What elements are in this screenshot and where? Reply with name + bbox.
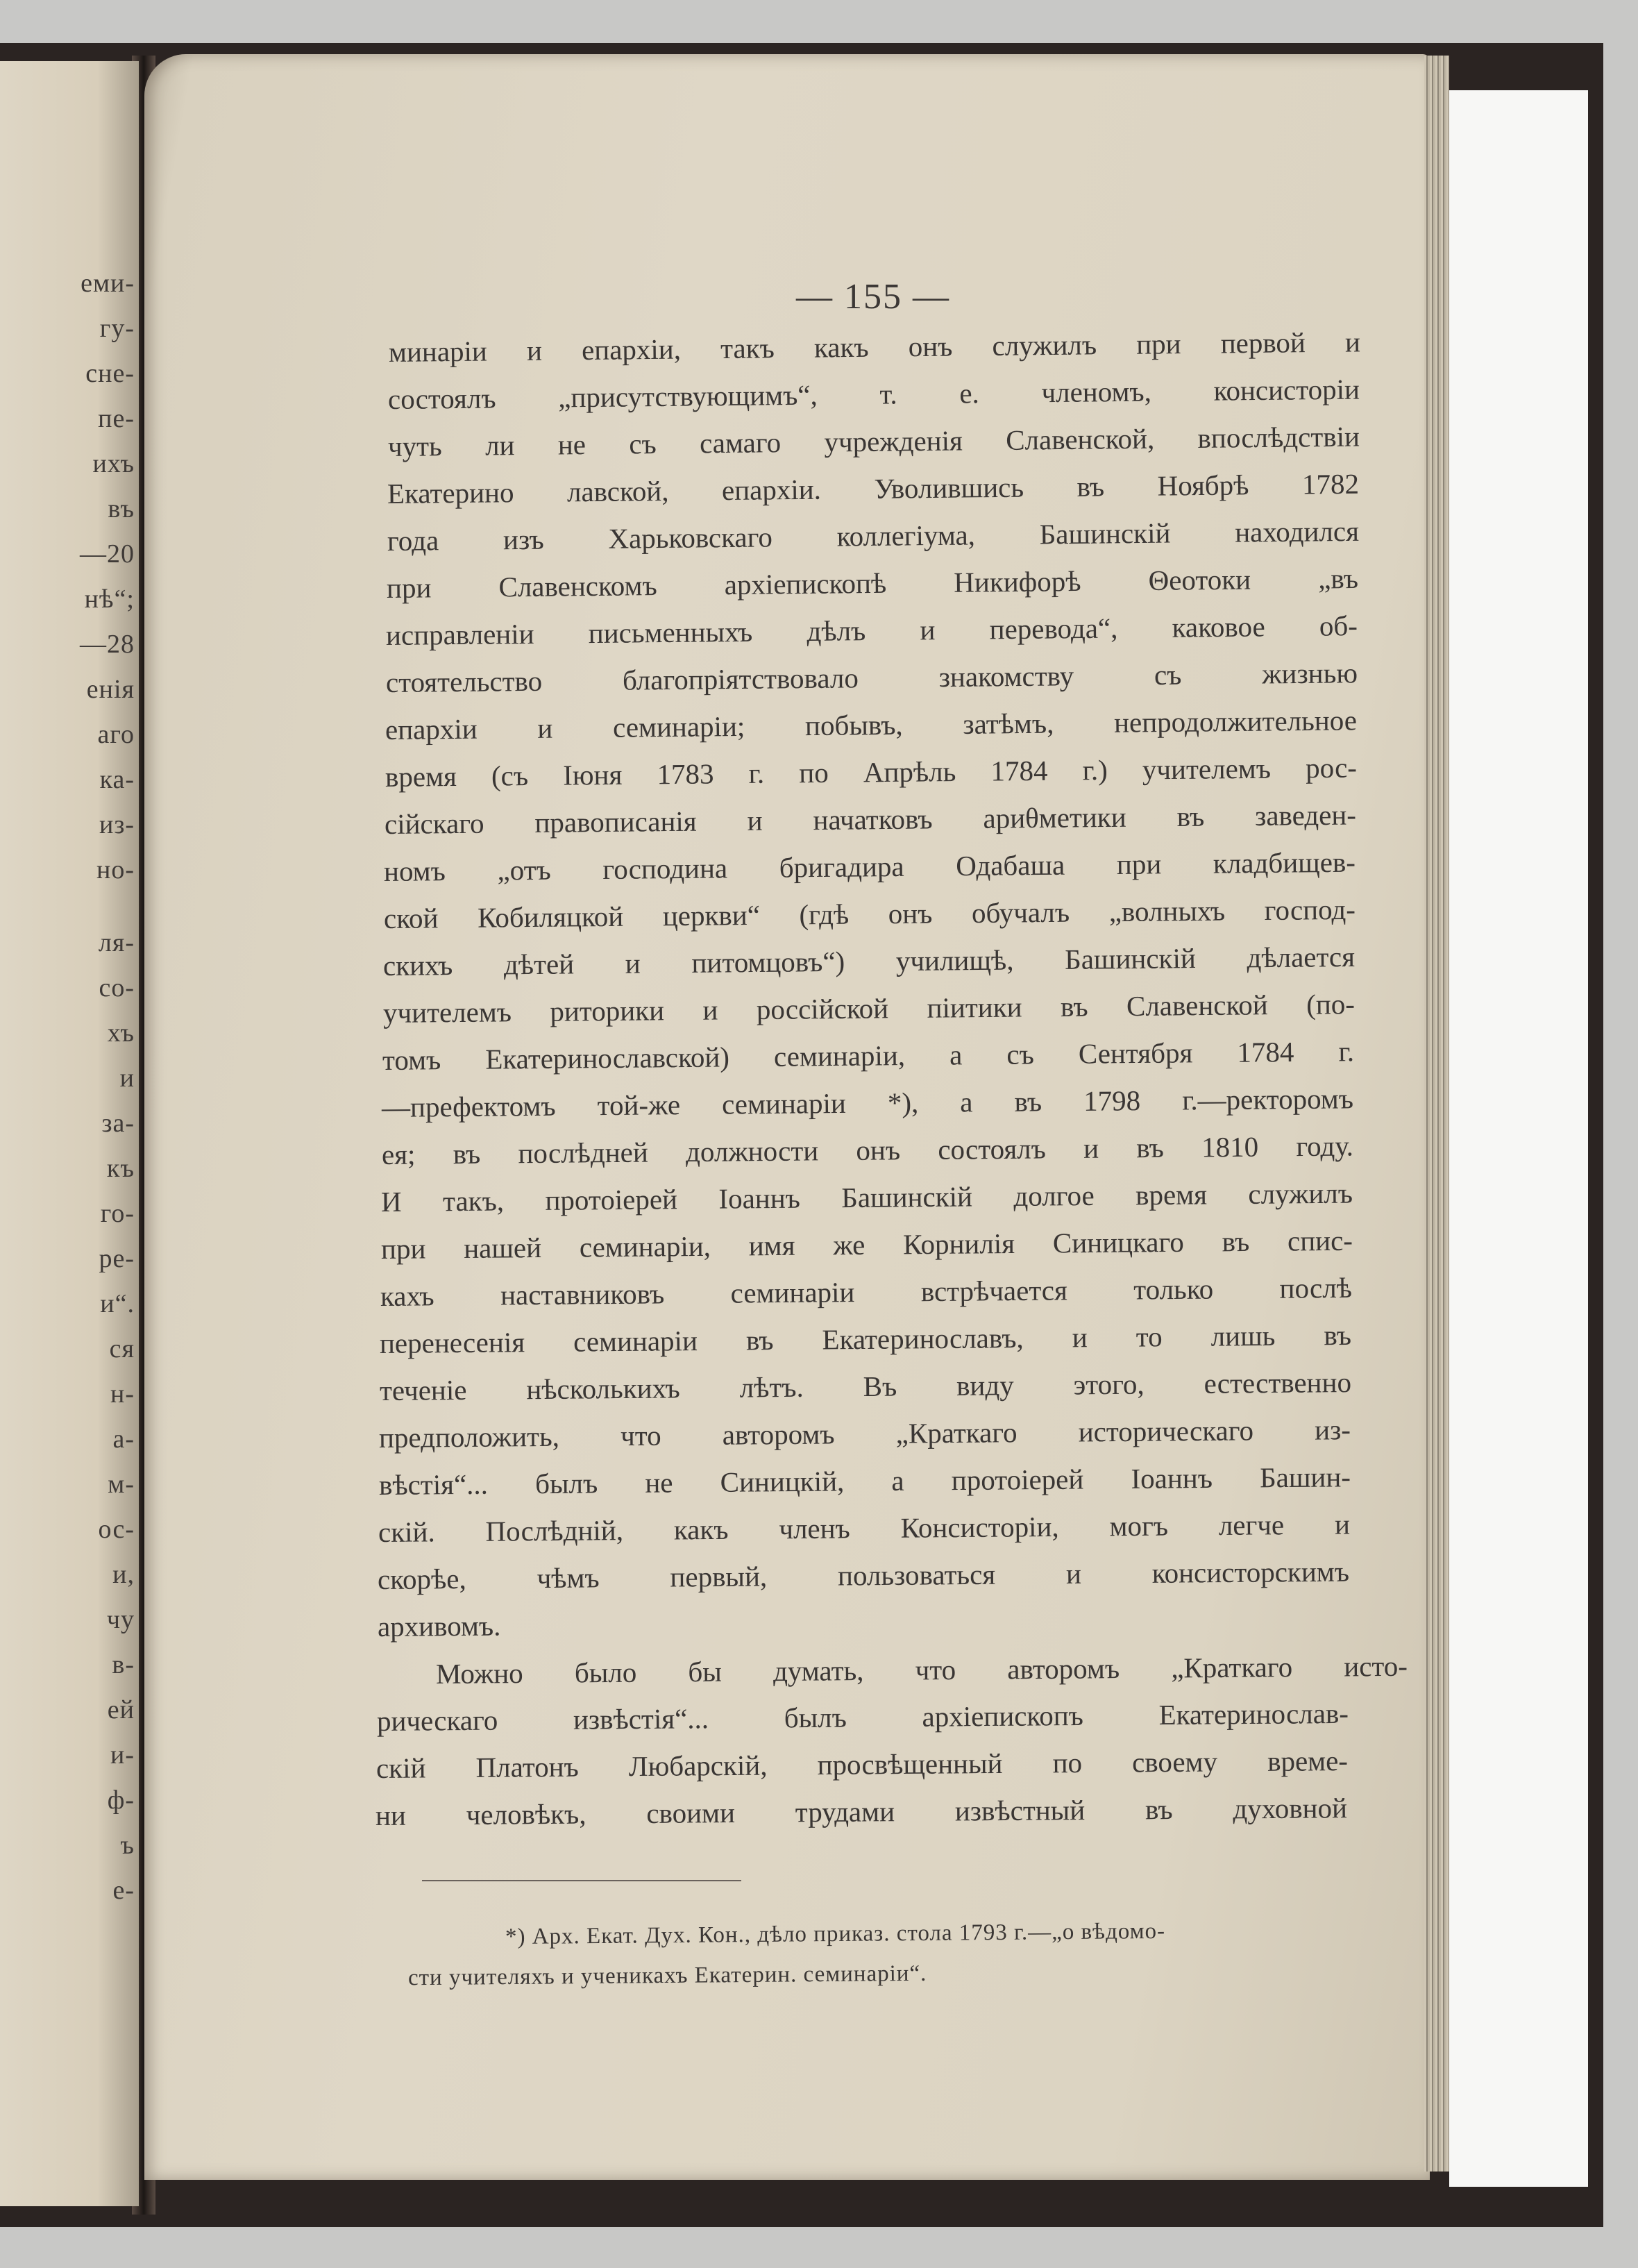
left-page-fragment: но- [96, 855, 135, 884]
left-page-fragment: гу- [99, 314, 135, 343]
left-page-fragment: ихъ [92, 449, 135, 478]
left-page-fragment: еми- [81, 269, 135, 298]
left-page-fragment: а- [112, 1425, 135, 1454]
left-page-fragment: из- [99, 810, 135, 839]
body-text-line: время (съ Іюня 1783 г. по Апрѣль 1784 г.) учителемъ рос- [385, 751, 1358, 793]
body-text-line: Екатерино лавской, епархіи. Уволившись въ Ноябрѣ 1782 [387, 467, 1360, 510]
body-text-line: года изъ Харьковскаго коллегіума, Башинскій находился [387, 514, 1360, 557]
body-text-line: рическаго извѣстія“... былъ архіепископъ Екатеринослав- [376, 1697, 1349, 1737]
body-text-line: стоятельство благопріятствовало знакомству съ жизнью [385, 657, 1358, 698]
page-edges [1424, 56, 1449, 2172]
body-text-line: —префектомъ той-же семинаріи *), а въ 1798 г.—ректоромъ [381, 1082, 1354, 1123]
left-page-fragment: го- [100, 1199, 135, 1228]
body-text-line: скій Платонъ Любарскій, просвѣщенный по своему време- [375, 1745, 1349, 1784]
body-text-line: скихъ дѣтей и питомцовъ“) училищѣ, Башинскій дѣлается [382, 940, 1356, 982]
body-text-line: номъ „отъ господина бригадира Одабаша при кладбищев- [383, 846, 1356, 887]
left-page-fragment: е- [112, 1876, 135, 1905]
body-text-line: томъ Екатеринославской) семинаріи, а съ Сентября 1784 г. [382, 1035, 1355, 1076]
white-backing-sheet [1449, 90, 1588, 2187]
left-page-fragment: за- [101, 1109, 135, 1138]
left-page-fragment: ка- [99, 765, 135, 794]
page-number: — 155 — [796, 277, 950, 317]
body-text-line: ни человѣкъ, своими трудами извѣстный въ духовной [375, 1792, 1348, 1831]
left-page-edge [0, 61, 139, 2206]
left-page-fragment: ся [109, 1334, 135, 1363]
left-page-fragment: сне- [85, 359, 135, 388]
left-page-fragment: со- [99, 973, 135, 1002]
body-text-line: И такъ, протоіерей Іоаннъ Башинскій долгое время служилъ [380, 1177, 1353, 1218]
left-page-fragment: в- [112, 1650, 135, 1679]
body-text-line: при Славенскомъ архіепископѣ Никифорѣ Θеотоки „въ [386, 562, 1359, 604]
left-page-fragment: ей [107, 1695, 135, 1724]
body-text-line: состоялъ „присутствующимъ“, т. е. членомъ, консисторіи [387, 373, 1360, 415]
left-page-fragment: чу [106, 1605, 135, 1634]
left-page-fragment: —20 [80, 539, 135, 569]
left-page-fragment: ре- [99, 1244, 135, 1273]
body-text-line: архивомъ. [377, 1609, 501, 1643]
left-page-fragment: и, [112, 1560, 135, 1589]
left-page-fragment: м- [108, 1470, 135, 1499]
body-text-line: учителемъ риторики и россійской піитики въ Славенской (по- [382, 988, 1356, 1029]
left-page-fragment: къ [106, 1154, 135, 1183]
left-page-fragment: нѣ“; [84, 585, 135, 614]
left-page-fragment: и- [110, 1740, 135, 1770]
body-text-line: скій. Послѣдній, какъ членъ Консисторіи, могъ легче и [378, 1508, 1351, 1548]
footnote-line: сти учителяхъ и ученикахъ Екатерин. семинаріи“. [407, 1960, 927, 1991]
left-page-fragment: ъ [120, 1831, 135, 1860]
body-text-line: перенесенія семинаріи въ Екатеринославъ, и то лишь въ [379, 1318, 1352, 1359]
body-text-line: Можно было бы думать, что авторомъ „Краткаго исто- [435, 1649, 1408, 1690]
footnote-line: *) Арх. Екат. Дух. Кон., дѣло приказ. стола 1793 г.—„о вѣдомо- [505, 1918, 1166, 1950]
left-page-fragment: пе- [98, 404, 135, 433]
body-text-line: вѣстія“... былъ не Синицкій, а протоіерей Іоаннъ Башин- [378, 1461, 1351, 1501]
body-text-line: чуть ли не съ самаго учрежденія Славенской, впослѣдствіи [387, 420, 1360, 462]
left-page-fragment: хъ [107, 1018, 135, 1048]
left-page-fragment: —28 [80, 630, 135, 659]
left-page-fragment: ос- [98, 1515, 135, 1544]
body-text-line: кахъ наставниковъ семинаріи встрѣчается только послѣ [380, 1271, 1353, 1312]
left-page-fragment: ля- [98, 928, 135, 957]
body-text-line: епархіи и семинаріи; побывъ, затѣмъ, непродолжительное [385, 704, 1358, 746]
left-page-fragment: и“. [100, 1289, 135, 1318]
body-text-line: ея; въ послѣдней должности онъ состоялъ и въ 1810 году. [381, 1129, 1354, 1170]
body-text-line: минаріи и епархіи, такъ какъ онъ служилъ при первой и [388, 326, 1361, 368]
left-page-fragment: ф- [107, 1786, 135, 1815]
body-text-line: скорѣе, чѣмъ первый, пользоваться и консисторскимъ [377, 1555, 1350, 1595]
body-text-line: теченіе нѣсколькихъ лѣтъ. Въ виду этого, естественно [379, 1366, 1352, 1406]
body-text-line: ской Кобиляцкой церкви“ (гдѣ онъ обучалъ „волныхъ господ- [383, 893, 1356, 934]
left-page-fragment: и [119, 1064, 135, 1093]
left-page-fragment: аго [97, 720, 135, 749]
body-text-line: предположить, что авторомъ „Краткаго историческаго из- [378, 1413, 1351, 1454]
left-page-fragment: енія [86, 675, 135, 704]
footnote-divider [422, 1880, 741, 1881]
left-page-fragment: въ [108, 494, 135, 523]
body-text-line: при нашей семинаріи, имя же Корнилія Синицкаго въ спис- [380, 1224, 1353, 1265]
book-page [144, 54, 1430, 2180]
body-text-line: сійскаго правописанія и начатковъ ариθметики въ заведен- [384, 798, 1357, 840]
left-page-fragment: н- [110, 1379, 135, 1409]
body-text-line: исправленіи письменныхъ дѣлъ и перевода“, каковое об- [385, 610, 1358, 651]
